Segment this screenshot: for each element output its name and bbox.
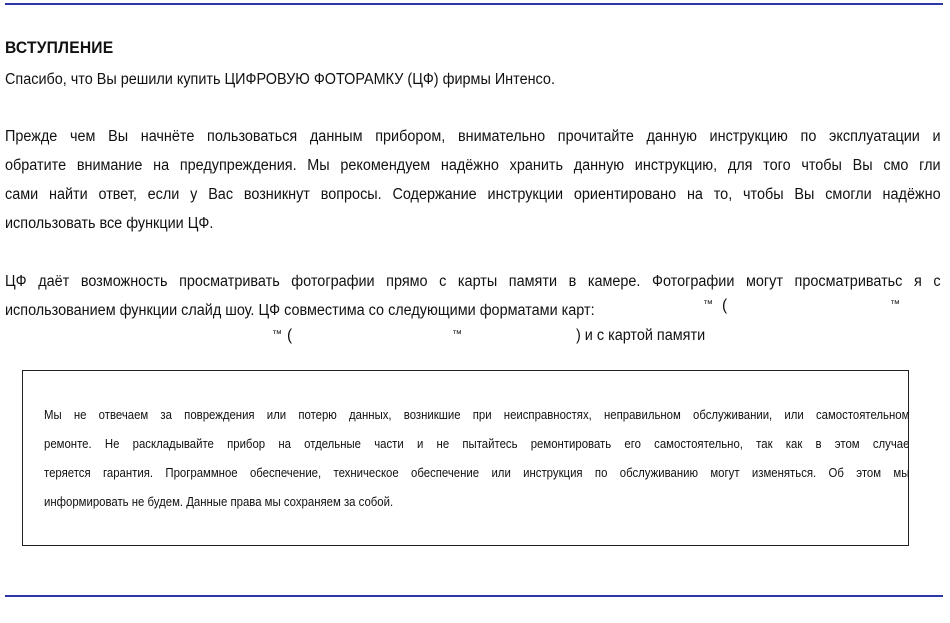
paragraph-line: использовать все функции ЦФ.	[5, 215, 214, 232]
instructions-paragraph	[5, 122, 941, 238]
disclaimer-text	[44, 401, 910, 517]
bottom-divider	[5, 595, 943, 597]
trademark-mark: ™	[272, 329, 282, 340]
disclaimer-line: Мы не отвечаем за повреждения или потерю данных, возникшие при неисправностях, неправильном обслуживании, или самостоятельном	[44, 408, 910, 422]
trademark-mark: ™	[703, 299, 713, 310]
paragraph-line: ЦФ даёт возможность просматривать фотографии прямо с карты памяти в камере. Фотографии могут просматриватьс я с	[5, 273, 941, 290]
trademark-mark: ™	[452, 329, 462, 340]
paragraph-line: использованием функции слайд шоу. ЦФ совместима со следующими форматами карт:	[5, 302, 595, 319]
section-heading: ВСТУПЛЕНИЕ	[5, 38, 114, 57]
paragraph-line: сами найти ответ, если у Вас возникнут вопросы. Содержание инструкции ориентировано на то, чтобы Вы смогли надёжно	[5, 186, 941, 203]
disclaimer-line: информировать не будем. Данные права мы сохраняем за собой.	[44, 495, 394, 509]
paragraph-tail: ) и с картой памяти	[576, 327, 706, 344]
top-divider	[5, 3, 943, 5]
disclaimer-line: ремонте. Не раскладывайте прибор на отдельные части и не пытайтесь ремонтировать его самостоятельно, так как в этом случае	[44, 437, 910, 451]
intro-line: Спасибо, что Вы решили купить ЦИФРОВУЮ ФОТОРАМКУ (ЦФ) фирмы Интенсо.	[5, 71, 555, 88]
disclaimer-line: теряется гарантия. Программное обеспечение, техническое обеспечение или инструкция по обслуживанию могут изменяться. Об этом мы	[44, 466, 910, 480]
open-parenthesis: (	[287, 327, 293, 344]
paragraph-line: обратите внимание на предупреждения. Мы рекомендуем надёжно хранить данную инструкцию, для того чтобы Вы смо гли	[5, 157, 941, 174]
disclaimer-box	[22, 370, 909, 546]
paragraph-line: Прежде чем Вы начнёте пользоваться данным прибором, внимательно прочитайте данную инструкцию по эксплуатации и	[5, 128, 941, 145]
open-parenthesis: (	[722, 297, 728, 314]
trademark-mark: ™	[890, 299, 900, 310]
intro-paragraph	[5, 65, 875, 94]
